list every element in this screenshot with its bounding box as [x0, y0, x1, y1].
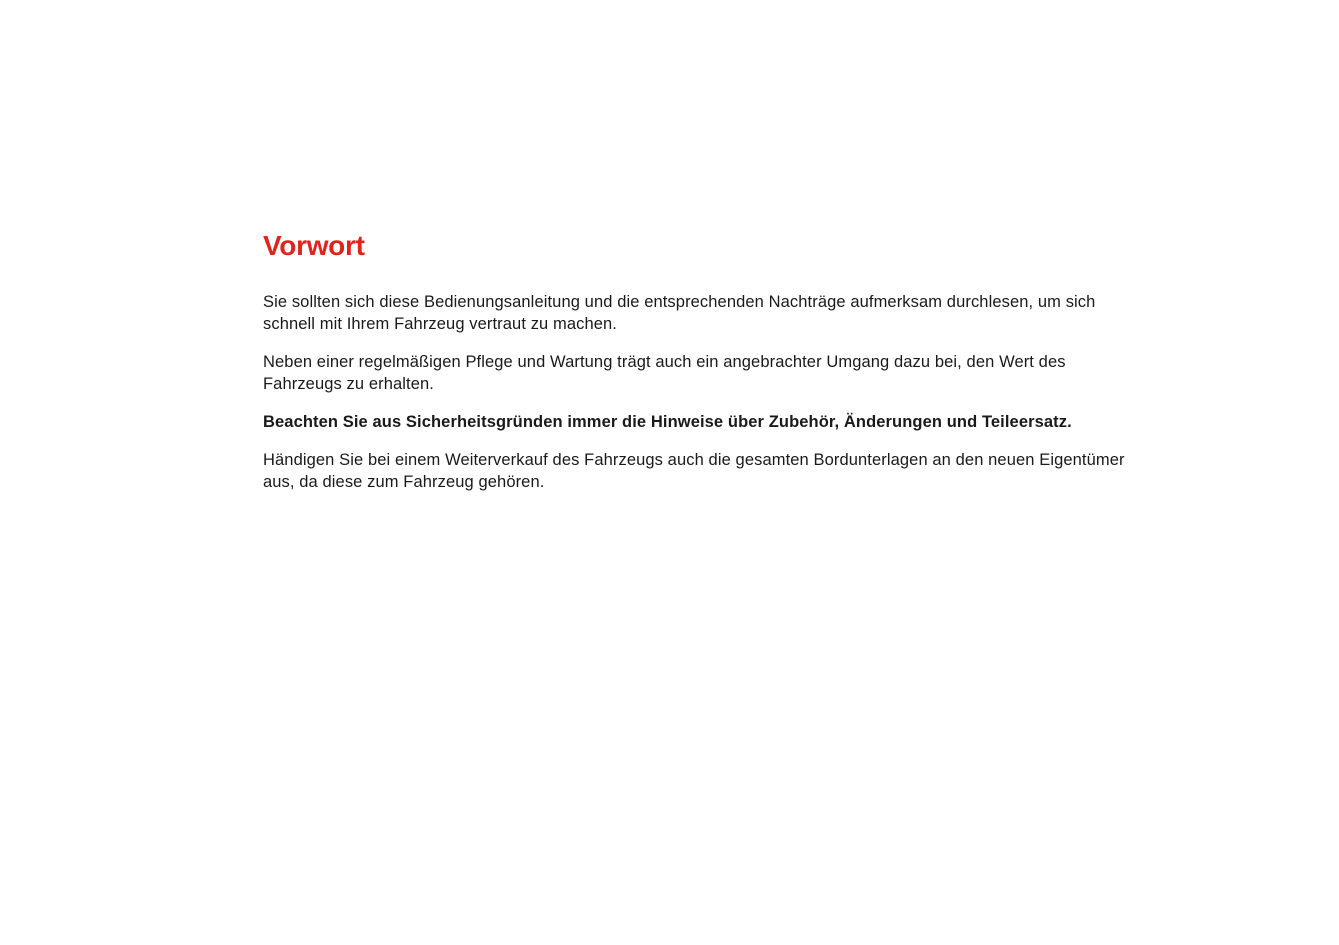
paragraph-read-manual: Sie sollten sich diese Bedienungsanleitung und die entsprechenden Nachträge aufmerksam durchlesen, um sich schnell mit Ihrem Fahrzeug vertraut zu machen. — [263, 293, 1096, 333]
foreword-section — [263, 228, 1143, 493]
paragraph-resale-documents: Händigen Sie bei einem Weiterverkauf des Fahrzeugs auch die gesamten Bordunterlagen an den neuen Eigentümer aus, da diese zum Fahrzeug gehören. — [263, 451, 1125, 491]
paragraph-care-maintenance: Neben einer regelmäßigen Pflege und Wartung trägt auch ein angebrachter Umgang dazu bei, den Wert des Fahrzeugs zu erhalten. — [263, 353, 1066, 393]
paragraph-safety-notice: Beachten Sie aus Sicherheitsgründen immer die Hinweise über Zubehör, Änderungen und Teileersatz. — [263, 413, 1072, 431]
page-title: Vorwort — [263, 230, 365, 261]
